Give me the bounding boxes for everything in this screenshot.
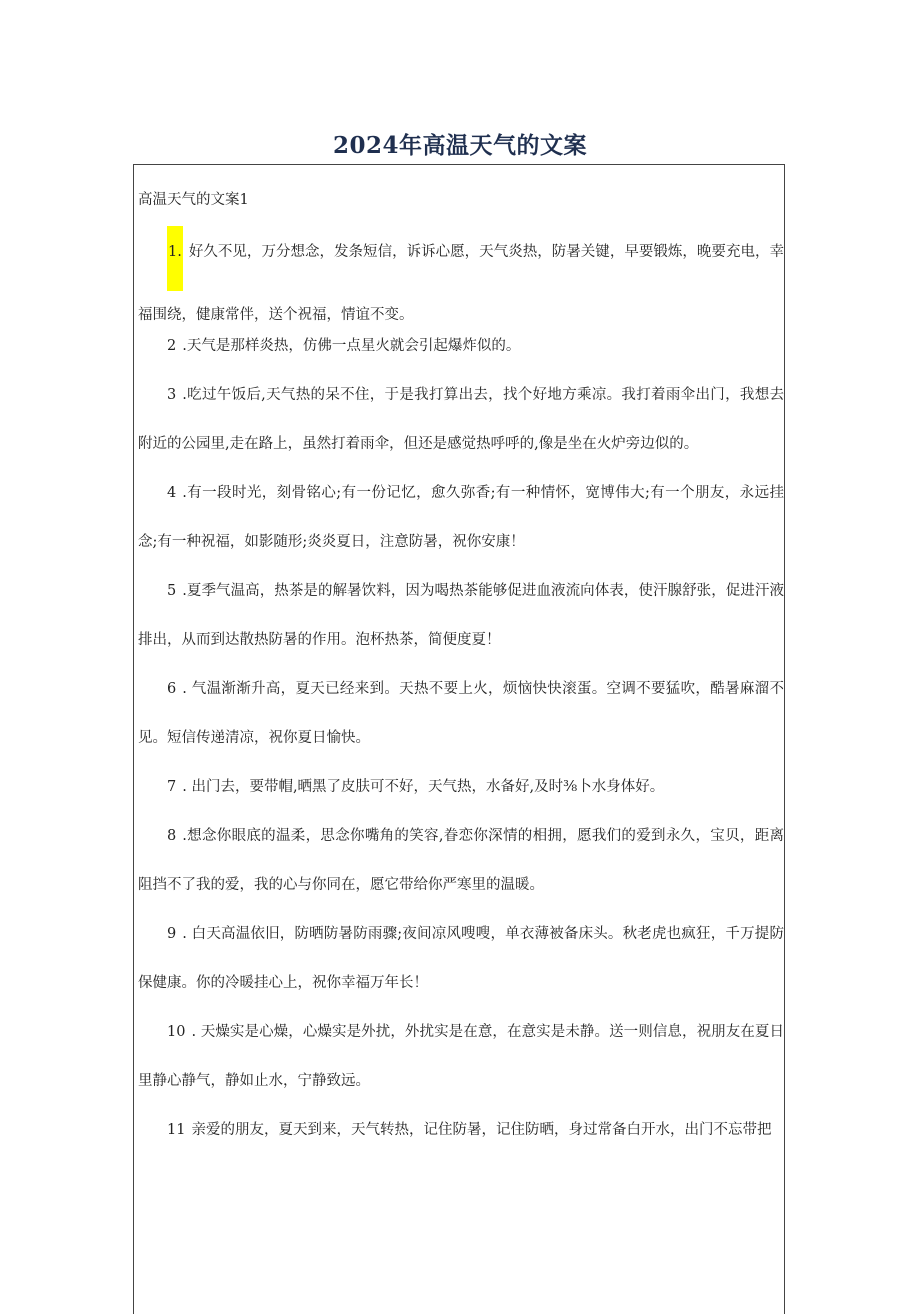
list-item: [138, 1106, 784, 1155]
item-number: 2: [167, 338, 177, 354]
item-text: . 气温渐渐升高，夏天已经来到。天热不要上火，烦恼快快滚蛋。空调不要猛吹，酷暑麻溜不见。短信传递清凉，祝你夏日愉快。: [138, 681, 784, 746]
list-item: [138, 665, 784, 763]
list-item: [138, 567, 784, 665]
item-number: 4: [167, 485, 177, 501]
item-text: .有一段时光，刻骨铭心;有一份记忆，愈久弥香;有一种情怀，宽博伟大;有一个朋友，永远挂念;有一种祝福，如影随形;炎炎夏日，注意防暑，祝你安康！: [138, 485, 784, 550]
item-number: 9: [167, 926, 177, 942]
item-number: 5: [167, 583, 177, 599]
item-text: 好久不见，万分想念，发条短信，诉诉心愿，天气炎热，防暑关键，早要锻炼，晚要充电，幸福围绕，健康常伴，送个祝福，情谊不变。: [138, 244, 784, 323]
item-number: 3: [167, 387, 177, 403]
item-number-highlighted: 1.: [167, 226, 183, 291]
item-text: .吃过午饭后,天气热的呆不住，于是我打算出去，找个好地方乘凉。我打着雨伞出门，我想去附近的公园里,走在路上，虽然打着雨伞，但还是感觉热呼呼的,像是坐在火炉旁边似的。: [138, 387, 784, 452]
item-text: 亲爱的朋友，夏天到来，天气转热，记住防暑，记住防晒，身过常备白开水，出门不忘带把: [191, 1122, 772, 1138]
list-item: [138, 910, 784, 1008]
item-number: 11: [167, 1122, 186, 1138]
item-text: .天气是那样炎热，仿佛一点星火就会引起爆炸似的。: [182, 338, 521, 354]
document-title: 2024年高温天气的文案: [332, 132, 587, 160]
item-text: .夏季气温高，热茶是的解暑饮料，因为喝热茶能够促进血液流向体表，使汗腺舒张，促进汗液排出，从而到达散热防暑的作用。泡杯热茶，简便度夏！: [138, 583, 784, 648]
list-item: [138, 469, 784, 567]
list-item: [138, 322, 784, 371]
list-item: [138, 763, 784, 812]
item-number: 8: [167, 828, 177, 844]
section-heading: 高温天气的文案1: [138, 192, 249, 208]
list-item: [138, 1008, 784, 1106]
item-number: 7: [167, 779, 177, 795]
list-item: [138, 812, 784, 910]
item-number: 10: [167, 1024, 186, 1040]
list-item: [138, 371, 784, 469]
item-text: . 天燥实是心燥，心燥实是外扰，外扰实是在意，在意实是未静。送一则信息，祝朋友在夏日里静心静气，静如止水，宁静致远。: [138, 1024, 784, 1089]
item-text: .想念你眼底的温柔，思念你嘴角的笑容,眷恋你深情的相拥，愿我们的爱到永久，宝贝，距离阻挡不了我的爱，我的心与你同在，愿它带给你严寒里的温暖。: [138, 828, 784, 893]
item-number: 6: [167, 681, 177, 697]
item-text: . 出门去，要带帽,晒黑了皮肤可不好，天气热，水备好,及时⅜卜水身体好。: [182, 779, 665, 795]
item-text: . 白天高温依旧，防晒防暑防雨骤;夜间凉风嗖嗖，单衣薄被备床头。秋老虎也疯狂，千万提防保健康。你的冷暖挂心上，祝你幸福万年长！: [138, 926, 784, 991]
